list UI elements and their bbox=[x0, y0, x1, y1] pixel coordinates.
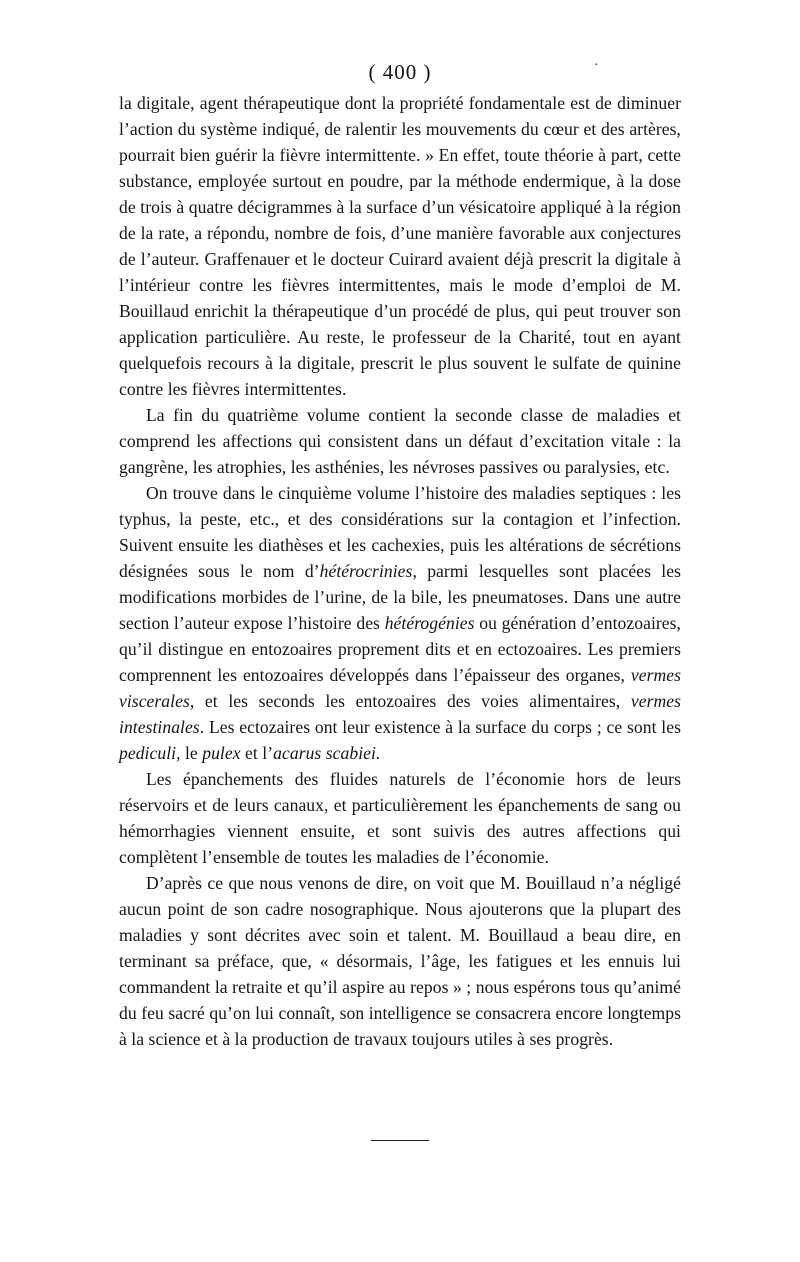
end-rule-divider bbox=[371, 1140, 429, 1141]
paragraph-text: . Les ectozaires ont leur existence à la surface du corps ; ce sont les bbox=[199, 717, 681, 737]
paragraph-text: , et les seconds les entozoaires des voies alimentaires, bbox=[189, 691, 631, 711]
corner-mark: · bbox=[594, 58, 599, 73]
paragraph-4 bbox=[119, 766, 681, 870]
paragraph-text: la digitale, agent thérapeutique dont la propriété fondamentale est de diminuer l’action du système indiqué, de ralentir les mouvements du cœur et des artères, pourrait bien guérir la fièvre intermittente. » En effet, toute théorie à part, cette substance, employée surtout en poudre, par la méthode endermique, à la dose de trois à quatre décigrammes à la surface d’un vésicatoire appliqué à la région de la rate, a répondu, nombre de fois, d’une manière favorable aux conjectures de l’auteur. Graffenauer et le docteur Cuirard avaient déjà prescrit la digitale à l’intérieur contre les fièvres intermittentes, mais le mode d’emploi de M. Bouillaud enrichit la thérapeutique d’un procédé de plus, qui peut trouver son application particulière. Au reste, le professeur de la Charité, tout en ayant quelquefois recours à la digitale, prescrit le plus souvent le sulfate de quinine contre les fièvres intermittentes. bbox=[119, 93, 681, 399]
body-text bbox=[119, 90, 681, 1052]
paragraph-text: et l’ bbox=[240, 743, 274, 763]
paragraph-3 bbox=[119, 480, 681, 766]
italic-term: pediculi, bbox=[119, 743, 181, 763]
paragraph-text: le bbox=[180, 743, 203, 763]
italic-term: vermes intestinales bbox=[119, 691, 681, 737]
paragraph-5 bbox=[119, 870, 681, 1052]
page-number: ( 400 ) bbox=[368, 60, 432, 84]
paragraph-text: , parmi lesquelles sont placées les modifications morbides de l’urine, de la bile, les pneumatoses. Dans une autre section l’auteur expose l’histoire des bbox=[119, 561, 681, 633]
paragraph-text: Les épanchements des fluides naturels de l’économie hors de leurs réservoirs et de leurs canaux, et particulièrement les épanchements de sang ou hémorrhagies viennent ensuite, et sont suivis des autres affections qui complètent l’ensemble de toutes les maladies de l’économie. bbox=[119, 769, 681, 867]
paragraph-text: ou génération d’entozoaires, qu’il distingue en entozoaires proprement dits et en ectozoaires. Les premiers comprennent les entozoaires développés dans l’épaisseur des organes, bbox=[119, 613, 682, 685]
italic-term: pulex bbox=[202, 743, 241, 763]
paragraph-1 bbox=[119, 90, 681, 402]
italic-term: vermes viscerales bbox=[119, 665, 681, 711]
italic-term: hétérogénies bbox=[384, 613, 475, 633]
italic-term: acarus scabiei. bbox=[273, 743, 381, 763]
paragraph-text: La fin du quatrième volume contient la seconde classe de maladies et comprend les affections qui consistent dans un défaut d’excitation vitale : la gangrène, les atrophies, les asthénies, les névroses passives ou paralysies, etc. bbox=[119, 405, 681, 477]
paragraph-text: D’après ce que nous venons de dire, on voit que M. Bouillaud n’a négligé aucun point de son cadre nosographique. Nous ajouterons que la plupart des maladies y sont décrites avec soin et talent. M. Bouillaud a beau dire, en terminant sa préface, que, « désormais, l’âge, les fatigues et les ennuis lui commandent la retraite et qu’il aspire au repos » ; nous espérons tous qu’animé du feu sacré qu’on lui connaît, son intelligence se consacrera encore longtemps à la science et à la production de travaux toujours utiles à ses progrès. bbox=[119, 873, 681, 1049]
paragraph-text: On trouve dans le cinquième volume l’histoire des maladies septiques : les typhus, la peste, etc., et des considérations sur la contagion et l’infection. Suivent ensuite les diathèses et les cachexies, puis les altérations de sécrétions désignées sous le nom d’ bbox=[119, 483, 681, 581]
italic-term: hétérocrinies bbox=[319, 561, 413, 581]
paragraph-2 bbox=[119, 402, 681, 480]
